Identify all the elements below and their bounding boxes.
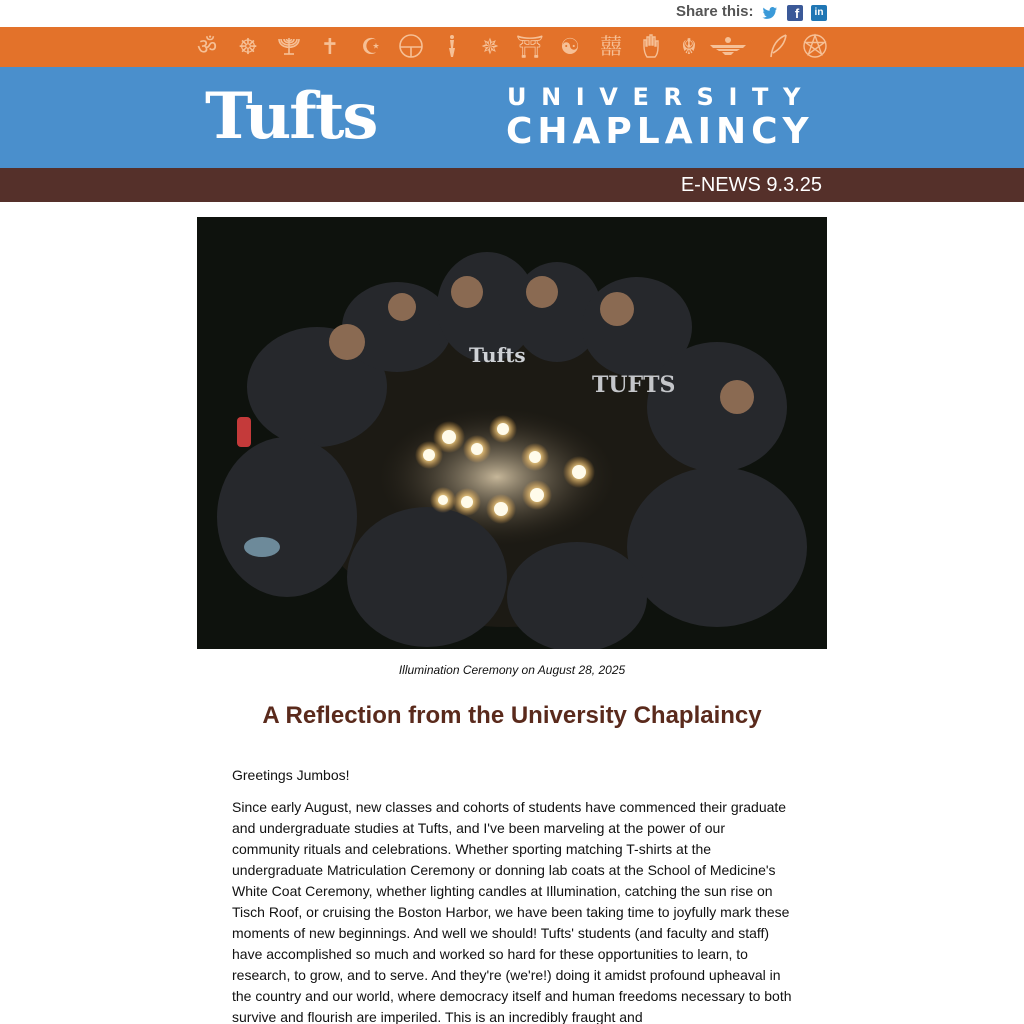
hamsa-icon <box>638 33 666 61</box>
svg-text:Tufts: Tufts <box>469 343 526 367</box>
star-burst-icon: ✵ <box>480 34 500 59</box>
khanda-icon: ☬ <box>681 34 697 59</box>
faith-symbols-band <box>0 27 1024 67</box>
yin-yang-icon: ☯ <box>560 34 580 59</box>
body-paragraph: Since early August, new classes and cohorts of students have commenced their graduate and undergraduate studies at Tufts, and I've been marveling at the power of our community rituals and celebrations. Whether sporting matching T-shirts at the undergraduate Matriculation Ceremony or donning lab coats at the School of Medicine's White Coat Ceremony, whether lighting candles at Illumination, catching the sun rise on Tisch Roof, or cruising the Boston Harbor, we have been taking time to joyfully mark these moments of new beginnings. And well we should! Tufts' students (and faculty and staff) have accomplished so much and worked so hard for these opportunities to learn, to research, to grow, and to serve. And they're (we're!) doing it amidst profound upheaval in the country and our world, where democracy itself and human freedoms necessary to both survive and flourish are imperiled. This is an incredibly fraught and <box>232 799 792 1024</box>
hero-photo <box>197 217 827 649</box>
header-banner <box>0 67 1024 168</box>
figure-icon <box>438 33 466 61</box>
linkedin-share-icon[interactable]: in <box>811 5 827 21</box>
cross-icon: ✝ <box>320 34 340 59</box>
greeting-text: Greetings Jumbos! <box>232 767 350 783</box>
feather-icon <box>765 33 793 61</box>
enews-date: E-NEWS 9.3.25 <box>680 174 822 196</box>
pentacle-icon <box>801 33 829 61</box>
faravahar-icon <box>714 33 742 61</box>
om-icon: ॐ <box>196 34 218 59</box>
menorah-icon <box>275 33 303 61</box>
dharma-wheel-icon: ☸ <box>238 34 258 59</box>
twitter-share-icon[interactable] <box>762 5 778 21</box>
crescent-star-icon: ☪ <box>361 34 381 59</box>
article-headline: A Reflection from the University Chaplaincy <box>262 702 762 729</box>
enews-bar <box>0 168 1024 202</box>
photo-caption: Illumination Ceremony on August 28, 2025 <box>398 663 626 677</box>
hands-circle-icon <box>397 33 425 61</box>
chaplaincy-word: CHAPLAINCY <box>506 111 814 152</box>
svg-text:TUFTS: TUFTS <box>592 372 676 398</box>
torii-gate-icon: ⛩ <box>516 34 544 59</box>
share-label: Share this: <box>676 3 754 20</box>
facebook-share-icon[interactable]: f <box>787 5 803 21</box>
double-happiness-icon: 囍 <box>599 34 622 59</box>
university-word: UNIVERSITY <box>507 83 815 111</box>
tufts-logo[interactable]: Tufts <box>205 79 377 154</box>
share-bar <box>0 0 1024 27</box>
